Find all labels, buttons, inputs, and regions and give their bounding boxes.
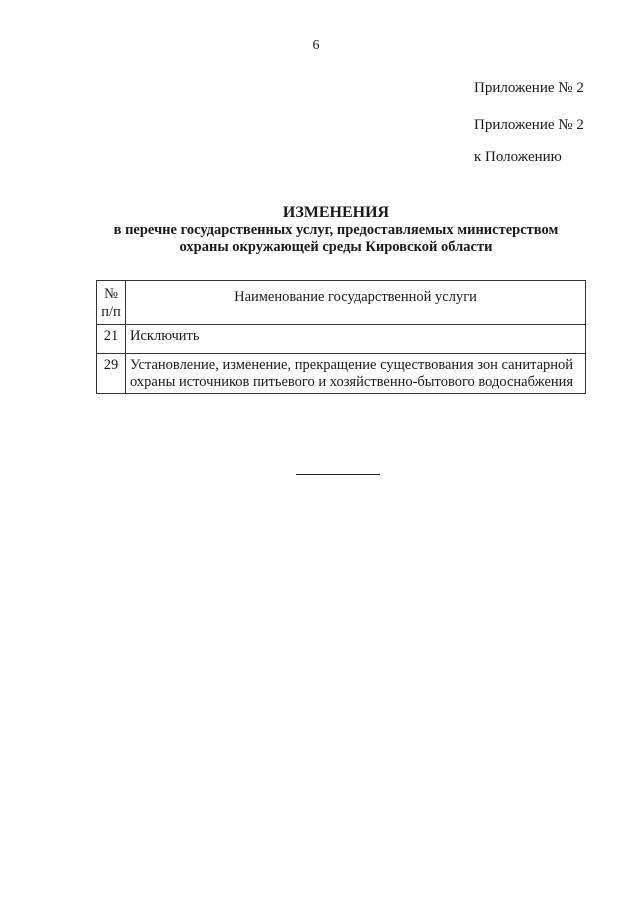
page-number: 6	[312, 38, 320, 53]
table-header-row	[97, 281, 586, 325]
end-divider-line	[296, 474, 380, 475]
document-heading	[0, 204, 632, 256]
row-service-name: Установление, изменение, прекращение существования зон санитарной охраны источников питьевого и хозяйственно-бытового водоснабжения	[126, 354, 586, 394]
column-header-number: № п/п	[97, 281, 126, 325]
row-number: 21	[97, 325, 126, 354]
row-number: 29	[97, 354, 126, 394]
appendix-regulation-ref: к Положению	[474, 149, 562, 165]
appendix-label-repeat: Приложение № 2	[474, 117, 584, 133]
column-header-service-name: Наименование государственной услуги	[126, 281, 586, 325]
document-title: ИЗМЕНЕНИЯ	[282, 204, 390, 221]
table-row	[97, 325, 586, 354]
document-subtitle-line-1: в перечне государственных услуг, предоставляемых министерством	[113, 222, 559, 238]
appendix-label: Приложение № 2	[474, 80, 584, 96]
row-service-name: Исключить	[126, 325, 586, 354]
table-row	[97, 354, 586, 394]
services-table	[96, 280, 586, 394]
document-subtitle-line-2: охраны окружающей среды Кировской области	[179, 239, 493, 255]
